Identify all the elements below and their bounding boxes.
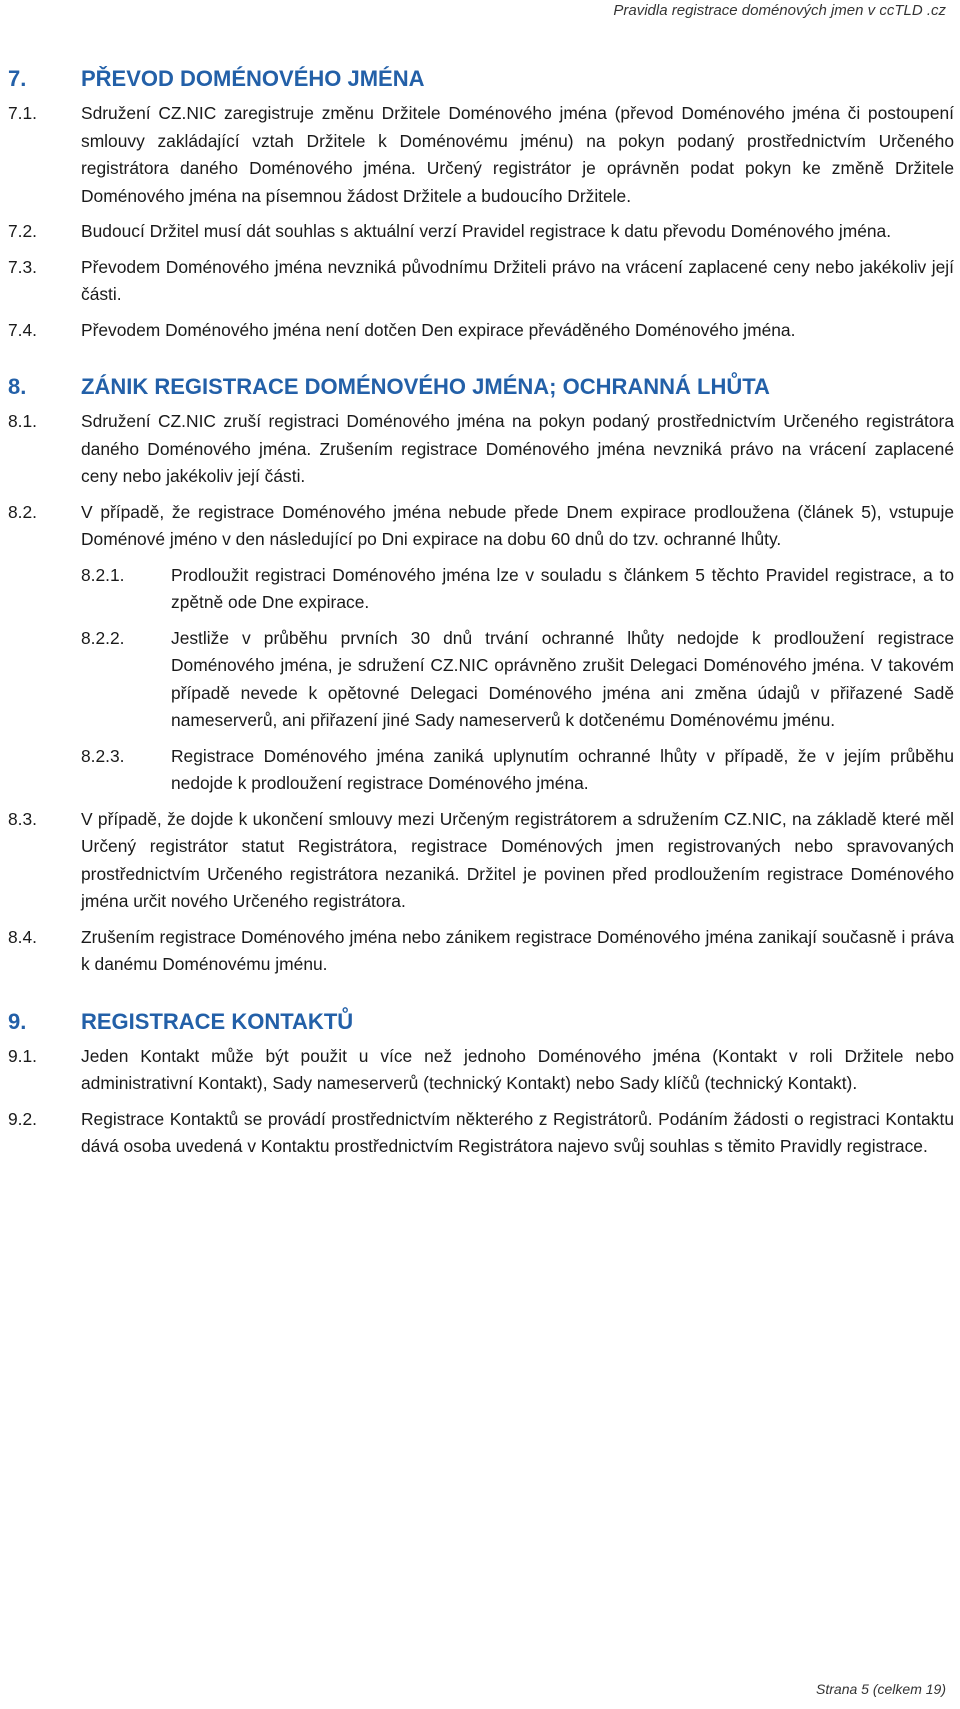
clause-text: V případě, že registrace Doménového jména nebude přede Dnem expirace prodloužena (článek 5), vstupuje Doménové jméno v den následující po Dni expirace na dobu 60 dnů do tzv. ochranné lhůty. xyxy=(81,501,954,549)
clause xyxy=(8,218,954,246)
section-heading xyxy=(8,66,954,92)
document-body xyxy=(8,66,954,1191)
subclause-number: 8.2.3. xyxy=(81,745,125,766)
clause xyxy=(8,317,954,345)
section-heading xyxy=(8,1009,954,1035)
clause-number: 8.1. xyxy=(8,411,38,431)
clause-text: Převodem Doménového jména není dotčen Den expirace převáděného Doménového jména. xyxy=(81,319,796,340)
clause xyxy=(8,924,954,979)
subclause xyxy=(81,625,954,735)
clause-text: Sdružení CZ.NIC zruší registraci Doménového jména na pokyn podaný prostřednictvím Určeného registrátora daného Doménového jména. Zrušením registrace Doménového jména nevzniká právo na vrácení zaplacené ceny nebo jakékoliv její části. xyxy=(81,411,954,486)
section-title: REGISTRACE KONTAKTŮ xyxy=(81,1008,354,1034)
subclause xyxy=(81,743,954,798)
clause-text: Sdružení CZ.NIC zaregistruje změnu Držitele Doménového jména (převod Doménového jména či postoupení smlouvy zakládající vztah Držitele k Doménovému jménu) na pokyn podaný prostřednictvím Určeného registrátora daného Doménového jména. Určený registrátor je oprávněn podat pokyn ke změně Držitele Doménového jména na písemnou žádost Držitele a budoucího Držitele. xyxy=(81,103,954,206)
clause-text: Registrace Kontaktů se provádí prostřednictvím některého z Registrátorů. Podáním žádosti o registraci Kontaktu dává osoba uvedená v Kontaktu prostřednictvím Registrátora najevo svůj souhlas s těmito Pravidly registrace. xyxy=(81,1108,954,1156)
clause xyxy=(8,254,954,309)
clause-text: Budoucí Držitel musí dát souhlas s aktuální verzí Pravidel registrace k datu převodu Doménového jména. xyxy=(81,221,892,241)
clause xyxy=(8,408,954,491)
subclause-text: Prodloužit registraci Doménového jména lze v souladu s článkem 5 těchto Pravidel registrace, a to zpětně ode Dne expirace. xyxy=(171,564,954,612)
clause-number: 9.1. xyxy=(8,1045,38,1066)
section-number: 9. xyxy=(8,1008,27,1034)
clause xyxy=(8,1043,954,1098)
section-number: 7. xyxy=(8,66,27,91)
section-title: ZÁNIK REGISTRACE DOMÉNOVÉHO JMÉNA; OCHRANNÁ LHŮTA xyxy=(81,374,770,399)
section-7 xyxy=(8,66,954,344)
section-8 xyxy=(8,374,954,979)
page-footer: Strana 5 (celkem 19) xyxy=(816,1681,946,1697)
clause-text: Zrušením registrace Doménového jména nebo zánikem registrace Doménového jména zanikají současně i práva k danému Doménovému jménu. xyxy=(81,926,954,974)
clause-number: 8.3. xyxy=(8,808,38,829)
section-heading xyxy=(8,374,954,400)
page-header: Pravidla registrace doménových jmen v ccTLD .cz xyxy=(613,2,946,19)
subclause-text: Registrace Doménového jména zaniká uplynutím ochranné lhůty v případě, že v jejím průběhu nedojde k prodloužení registrace Doménového jména. xyxy=(171,745,954,793)
section-9 xyxy=(8,1009,954,1161)
subclause-text: Jestliže v průběhu prvních 30 dnů trvání ochranné lhůty nedojde k prodloužení registrace Doménového jména, je sdružení CZ.NIC oprávněno zrušit Delegaci Doménového jména. V takovém případě nevede k opětovné Delegaci Doménového jména ani změna údajů v přiřazené Sadě nameserverů, ani přiřazení jiné Sady nameserverů k dotčenému Doménovému jménu. xyxy=(171,627,954,730)
clause-number: 8.2. xyxy=(8,501,38,522)
clause xyxy=(8,1106,954,1161)
clause xyxy=(8,100,954,210)
clause xyxy=(8,499,954,554)
clause-number: 8.4. xyxy=(8,926,38,947)
subclause-number: 8.2.2. xyxy=(81,627,125,648)
section-title: PŘEVOD DOMÉNOVÉHO JMÉNA xyxy=(81,66,425,91)
clause xyxy=(8,806,954,916)
clause-number: 7.1. xyxy=(8,103,38,123)
clause-number: 9.2. xyxy=(8,1108,38,1129)
clause-number: 7.3. xyxy=(8,256,38,277)
clause-text: Jeden Kontakt může být použit u více než jednoho Doménového jména (Kontakt v roli Držitele nebo administrativní Kontakt), Sady nameserverů (technický Kontakt) nebo Sady klíčů (technický Kontakt). xyxy=(81,1045,954,1093)
subclause-list xyxy=(81,562,954,798)
clause-number: 7.4. xyxy=(8,319,38,340)
subclause-number: 8.2.1. xyxy=(81,564,125,585)
section-number: 8. xyxy=(8,374,27,399)
subclause xyxy=(81,562,954,617)
clause-number: 7.2. xyxy=(8,221,38,241)
clause-text: Převodem Doménového jména nevzniká původnímu Držiteli právo na vrácení zaplacené ceny nebo jakékoliv její části. xyxy=(81,256,954,304)
clause-text: V případě, že dojde k ukončení smlouvy mezi Určeným registrátorem a sdružením CZ.NIC, na základě které měl Určený registrátor statut Registrátora, registrace Doménových jmen registrovaných nebo spravovaných prostřednictvím Určeného registrátora nezaniká. Držitel je povinen před prodloužením registrace Doménového jména určit nového Určeného registrátora. xyxy=(81,808,954,911)
